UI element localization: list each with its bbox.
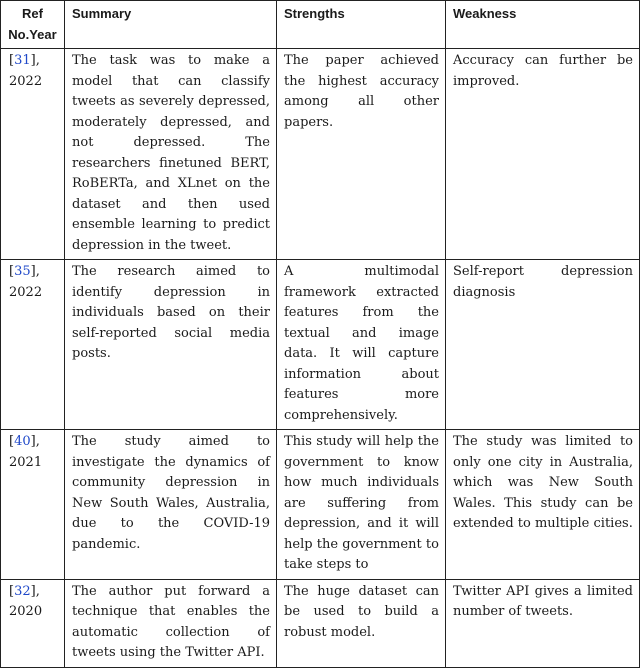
strengths-cell: The paper achieved the highest accuracy among all other papers.: [277, 49, 446, 260]
ref-year-cell: [40], 2021: [1, 430, 65, 580]
header-row: [1, 1, 640, 49]
year: 2022: [9, 284, 43, 300]
table-row: [1, 260, 640, 430]
header-weakness: Weakness: [446, 1, 640, 49]
summary-cell: The author put forward a technique that enables the automatic collection of tweets using the Twitter API.: [65, 579, 277, 667]
table-row: [1, 430, 640, 580]
year: 2022: [9, 73, 43, 89]
table-row: [1, 49, 640, 260]
header-strengths: Strengths: [277, 1, 446, 49]
header-summary: Summary: [65, 1, 277, 49]
weakness-cell: The study was limited to only one city in Australia, which was New South Wales. This study can be extended to multiple cities.: [446, 430, 640, 580]
strengths-cell: A multimodal framework extracted features from the textual and image data. It will capture information about features more comprehensively.: [277, 260, 446, 430]
citation-link[interactable]: 35: [14, 264, 31, 279]
year: 2020: [9, 604, 43, 619]
weakness-cell: Twitter API gives a limited number of tweets.: [446, 579, 640, 667]
table-row: [1, 579, 640, 667]
ref-year-cell: [32], 2020: [1, 579, 65, 667]
strengths-cell: This study will help the government to know how much individuals are suffering from depression, and it will help the government to take steps to: [277, 430, 446, 580]
citation-link[interactable]: 31: [14, 53, 31, 68]
summary-cell: The study aimed to investigate the dynamics of community depression in New South Wales, Australia, due to the COVID-19 pandemic.: [65, 430, 277, 580]
year: 2021: [9, 454, 43, 470]
citation-link[interactable]: 32: [14, 583, 31, 599]
strengths-cell: The huge dataset can be used to build a robust model.: [277, 579, 446, 667]
ref-year-cell: [31], 2022: [1, 49, 65, 260]
header-ref-year: Ref No.Year: [1, 1, 65, 49]
summary-cell: The research aimed to identify depression in individuals based on their self-reported social media posts.: [65, 260, 277, 430]
citation-link[interactable]: 40: [14, 434, 31, 449]
weakness-cell: Accuracy can further be improved.: [446, 49, 640, 260]
summary-cell: The task was to make a model that can classify tweets as severely depressed, moderately depressed, and not depressed. The researchers finetuned BERT, RoBERTa, and XLnet on the dataset and then used ensemble learning to predict depression in the tweet.: [65, 49, 277, 260]
ref-year-cell: [35], 2022: [1, 260, 65, 430]
weakness-cell: Self-report depression diagnosis: [446, 260, 640, 430]
